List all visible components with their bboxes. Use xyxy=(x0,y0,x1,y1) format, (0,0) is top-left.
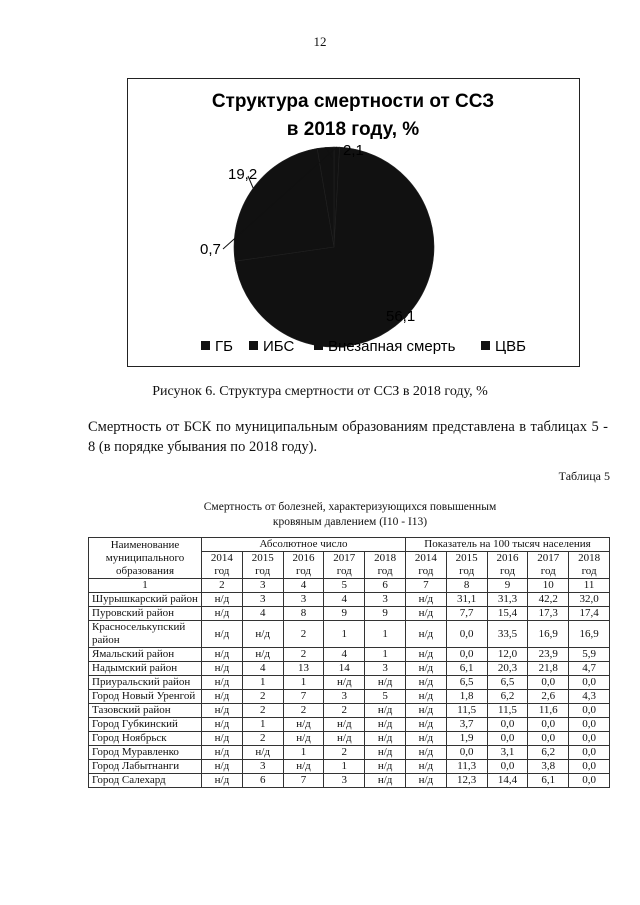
table-row xyxy=(89,648,610,662)
cell-abs: н/д xyxy=(365,676,406,690)
cell-abs: н/д xyxy=(365,746,406,760)
cell-abs: 7 xyxy=(283,774,324,788)
cell-rate: 7,7 xyxy=(446,607,487,621)
header-year: 2014 год xyxy=(202,552,243,579)
cell-abs: н/д xyxy=(365,774,406,788)
header-year: 2014 год xyxy=(405,552,446,579)
column-number: 8 xyxy=(446,579,487,593)
table-row xyxy=(89,662,610,676)
row-name: Надымский район xyxy=(89,662,202,676)
cell-abs: н/д xyxy=(202,774,243,788)
table-label: Таблица 5 xyxy=(558,469,610,483)
table-row xyxy=(89,760,610,774)
cell-abs: 6 xyxy=(242,774,283,788)
cell-abs: 1 xyxy=(365,621,406,648)
table-row xyxy=(89,732,610,746)
header-abs: Абсолютное число xyxy=(202,538,406,552)
column-number: 2 xyxy=(202,579,243,593)
cell-abs: 2 xyxy=(242,732,283,746)
pie-chart-svg xyxy=(128,79,579,366)
cell-abs: 3 xyxy=(365,662,406,676)
cell-rate: 0,0 xyxy=(446,621,487,648)
cell-rate: н/д xyxy=(405,593,446,607)
cell-rate: 12,0 xyxy=(487,648,528,662)
row-name: Шурышкарский район xyxy=(89,593,202,607)
cell-rate: 11,3 xyxy=(446,760,487,774)
column-number: 10 xyxy=(528,579,569,593)
cell-rate: 0,0 xyxy=(569,718,610,732)
cell-abs: 1 xyxy=(283,746,324,760)
row-name: Город Новый Уренгой xyxy=(89,690,202,704)
cell-abs: н/д xyxy=(202,760,243,774)
cell-rate: н/д xyxy=(405,746,446,760)
cell-rate: 17,4 xyxy=(569,607,610,621)
cell-abs: 13 xyxy=(283,662,324,676)
cell-abs: 2 xyxy=(324,704,365,718)
cell-abs: н/д xyxy=(324,718,365,732)
cell-rate: 5,9 xyxy=(569,648,610,662)
body-paragraph: Смертность от БСК по муниципальным образованиям представлена в таблицах 5 - 8 (в порядке убывания по 2018 году). xyxy=(88,419,608,455)
table-row xyxy=(89,690,610,704)
cell-rate: 1,9 xyxy=(446,732,487,746)
row-name: Тазовский район xyxy=(89,704,202,718)
cell-rate: 6,5 xyxy=(487,676,528,690)
legend-swatch xyxy=(481,341,490,350)
cell-rate: 12,3 xyxy=(446,774,487,788)
cell-rate: 0,0 xyxy=(446,746,487,760)
cell-rate: 16,9 xyxy=(528,621,569,648)
cell-abs: 5 xyxy=(365,690,406,704)
cell-rate: 3,1 xyxy=(487,746,528,760)
row-name: Город Салехард xyxy=(89,774,202,788)
cell-rate: 14,4 xyxy=(487,774,528,788)
cell-rate: 1,8 xyxy=(446,690,487,704)
cell-rate: 0,0 xyxy=(528,718,569,732)
cell-abs: 2 xyxy=(283,704,324,718)
cell-rate: 3,7 xyxy=(446,718,487,732)
cell-rate: 0,0 xyxy=(487,760,528,774)
cell-abs: 8 xyxy=(283,607,324,621)
cell-rate: 32,0 xyxy=(569,593,610,607)
cell-rate: 4,7 xyxy=(569,662,610,676)
pie-data-label: 19,2 xyxy=(228,166,258,183)
cell-rate: 4,3 xyxy=(569,690,610,704)
cell-rate: 0,0 xyxy=(569,760,610,774)
pie-chart-figure xyxy=(127,78,580,367)
figure-caption: Рисунок 6. Структура смертности от ССЗ в 2018 году, % xyxy=(152,384,488,399)
column-number: 11 xyxy=(569,579,610,593)
cell-abs: н/д xyxy=(202,662,243,676)
cell-rate: 6,1 xyxy=(528,774,569,788)
table-header-row-1 xyxy=(89,538,610,552)
cell-rate: н/д xyxy=(405,662,446,676)
chart-title-line1: Структура смертности от ССЗ xyxy=(211,91,495,112)
cell-abs: н/д xyxy=(202,732,243,746)
cell-rate: 3,8 xyxy=(528,760,569,774)
cell-rate: 16,9 xyxy=(569,621,610,648)
cell-abs: 4 xyxy=(242,607,283,621)
cell-abs: 3 xyxy=(365,593,406,607)
cell-abs: 2 xyxy=(242,690,283,704)
cell-rate: 11,6 xyxy=(528,704,569,718)
row-name: Красноселькупский район xyxy=(89,621,202,648)
legend-label: ГБ xyxy=(215,338,233,355)
column-number: 6 xyxy=(365,579,406,593)
cell-rate: 6,1 xyxy=(446,662,487,676)
cell-abs: 1 xyxy=(283,676,324,690)
row-name: Город Губкинский xyxy=(89,718,202,732)
pie-legend xyxy=(201,338,526,355)
cell-abs: 9 xyxy=(365,607,406,621)
legend-label: ИБС xyxy=(263,338,295,355)
row-name: Город Муравленко xyxy=(89,746,202,760)
cell-rate: 0,0 xyxy=(569,746,610,760)
column-number: 5 xyxy=(324,579,365,593)
cell-rate: н/д xyxy=(405,718,446,732)
row-name: Город Ноябрьск xyxy=(89,732,202,746)
cell-abs: н/д xyxy=(242,746,283,760)
cell-rate: 23,9 xyxy=(528,648,569,662)
cell-rate: 6,2 xyxy=(528,746,569,760)
cell-abs: н/д xyxy=(202,648,243,662)
cell-abs: 1 xyxy=(242,718,283,732)
cell-rate: 0,0 xyxy=(569,704,610,718)
cell-abs: 2 xyxy=(283,621,324,648)
cell-rate: 0,0 xyxy=(569,774,610,788)
cell-abs: н/д xyxy=(324,676,365,690)
column-number: 9 xyxy=(487,579,528,593)
cell-abs: 9 xyxy=(324,607,365,621)
cell-rate: н/д xyxy=(405,607,446,621)
cell-abs: н/д xyxy=(365,718,406,732)
table-row xyxy=(89,593,610,607)
cell-rate: 33,5 xyxy=(487,621,528,648)
cell-rate: н/д xyxy=(405,774,446,788)
legend-label: ЦВБ xyxy=(495,338,526,355)
header-year: 2018 год xyxy=(569,552,610,579)
cell-abs: н/д xyxy=(283,718,324,732)
cell-abs: 3 xyxy=(283,593,324,607)
column-number: 7 xyxy=(405,579,446,593)
table-row xyxy=(89,718,610,732)
cell-rate: 6,5 xyxy=(446,676,487,690)
cell-rate: н/д xyxy=(405,648,446,662)
header-year: 2015 год xyxy=(242,552,283,579)
column-number: 3 xyxy=(242,579,283,593)
header-year: 2015 год xyxy=(446,552,487,579)
cell-abs: 4 xyxy=(324,648,365,662)
cell-abs: 4 xyxy=(242,662,283,676)
header-year: 2017 год xyxy=(528,552,569,579)
cell-rate: 15,4 xyxy=(487,607,528,621)
cell-abs: н/д xyxy=(365,732,406,746)
column-number: 1 xyxy=(89,579,202,593)
mortality-table xyxy=(88,537,610,788)
cell-abs: н/д xyxy=(202,607,243,621)
chart-title-line2: в 2018 году, % xyxy=(286,119,420,140)
cell-rate: 2,6 xyxy=(528,690,569,704)
cell-abs: 14 xyxy=(324,662,365,676)
pie-data-label: 2,1 xyxy=(343,142,364,159)
cell-abs: н/д xyxy=(202,718,243,732)
cell-abs: н/д xyxy=(365,704,406,718)
cell-abs: 2 xyxy=(324,746,365,760)
cell-rate: 31,1 xyxy=(446,593,487,607)
cell-abs: 3 xyxy=(242,760,283,774)
cell-abs: н/д xyxy=(324,732,365,746)
cell-abs: 1 xyxy=(365,648,406,662)
table-row xyxy=(89,607,610,621)
cell-abs: 1 xyxy=(324,621,365,648)
cell-rate: н/д xyxy=(405,676,446,690)
cell-abs: н/д xyxy=(365,760,406,774)
column-number: 4 xyxy=(283,579,324,593)
cell-abs: н/д xyxy=(202,704,243,718)
cell-rate: 0,0 xyxy=(569,676,610,690)
cell-rate: 0,0 xyxy=(569,732,610,746)
cell-rate: 21,8 xyxy=(528,662,569,676)
cell-rate: 31,3 xyxy=(487,593,528,607)
cell-abs: н/д xyxy=(202,690,243,704)
cell-rate: н/д xyxy=(405,760,446,774)
table-title-line2: кровяным давлением (I10 - I13) xyxy=(272,516,428,528)
cell-abs: н/д xyxy=(202,593,243,607)
header-name: Наименование муниципального образования xyxy=(89,538,202,579)
cell-abs: 3 xyxy=(324,774,365,788)
cell-abs: 3 xyxy=(242,593,283,607)
cell-abs: н/д xyxy=(242,621,283,648)
pie-data-label: 0,7 xyxy=(200,241,221,258)
legend-swatch xyxy=(314,341,323,350)
cell-abs: 7 xyxy=(283,690,324,704)
cell-rate: 0,0 xyxy=(528,732,569,746)
row-name: Приуральский район xyxy=(89,676,202,690)
table-title-line1: Смертность от болезней, характеризующихся повышенным xyxy=(203,501,497,513)
header-year: 2017 год xyxy=(324,552,365,579)
cell-rate: н/д xyxy=(405,732,446,746)
cell-rate: 20,3 xyxy=(487,662,528,676)
cell-abs: н/д xyxy=(242,648,283,662)
row-name: Город Лабытнанги xyxy=(89,760,202,774)
cell-rate: 42,2 xyxy=(528,593,569,607)
page-number: 12 xyxy=(313,34,327,49)
cell-abs: 3 xyxy=(324,690,365,704)
header-year: 2016 год xyxy=(487,552,528,579)
legend-label: Внезапная смерть xyxy=(328,338,456,355)
cell-abs: н/д xyxy=(283,760,324,774)
table-column-numbers xyxy=(89,579,610,593)
cell-abs: 1 xyxy=(242,676,283,690)
table-row xyxy=(89,704,610,718)
table-row xyxy=(89,774,610,788)
cell-rate: 11,5 xyxy=(446,704,487,718)
table-row xyxy=(89,676,610,690)
cell-rate: 0,0 xyxy=(487,732,528,746)
cell-abs: н/д xyxy=(202,621,243,648)
cell-rate: 0,0 xyxy=(446,648,487,662)
table-row xyxy=(89,621,610,648)
cell-abs: 2 xyxy=(242,704,283,718)
cell-rate: 6,2 xyxy=(487,690,528,704)
cell-rate: н/д xyxy=(405,704,446,718)
cell-rate: н/д xyxy=(405,690,446,704)
cell-rate: 17,3 xyxy=(528,607,569,621)
table-body xyxy=(89,593,610,788)
table-row xyxy=(89,746,610,760)
header-year: 2016 год xyxy=(283,552,324,579)
cell-abs: н/д xyxy=(202,746,243,760)
legend-swatch xyxy=(201,341,210,350)
cell-rate: 0,0 xyxy=(528,676,569,690)
cell-rate: 11,5 xyxy=(487,704,528,718)
table-title xyxy=(150,500,550,530)
header-rate: Показатель на 100 тысяч населения xyxy=(405,538,609,552)
cell-abs: 4 xyxy=(324,593,365,607)
row-name: Пуровский район xyxy=(89,607,202,621)
cell-abs: 1 xyxy=(324,760,365,774)
pie-data-label: 56,1 xyxy=(386,308,416,325)
row-name: Ямальский район xyxy=(89,648,202,662)
header-year: 2018 год xyxy=(365,552,406,579)
cell-abs: 2 xyxy=(283,648,324,662)
cell-abs: н/д xyxy=(202,676,243,690)
cell-rate: н/д xyxy=(405,621,446,648)
legend-swatch xyxy=(249,341,258,350)
cell-rate: 0,0 xyxy=(487,718,528,732)
cell-abs: н/д xyxy=(283,732,324,746)
